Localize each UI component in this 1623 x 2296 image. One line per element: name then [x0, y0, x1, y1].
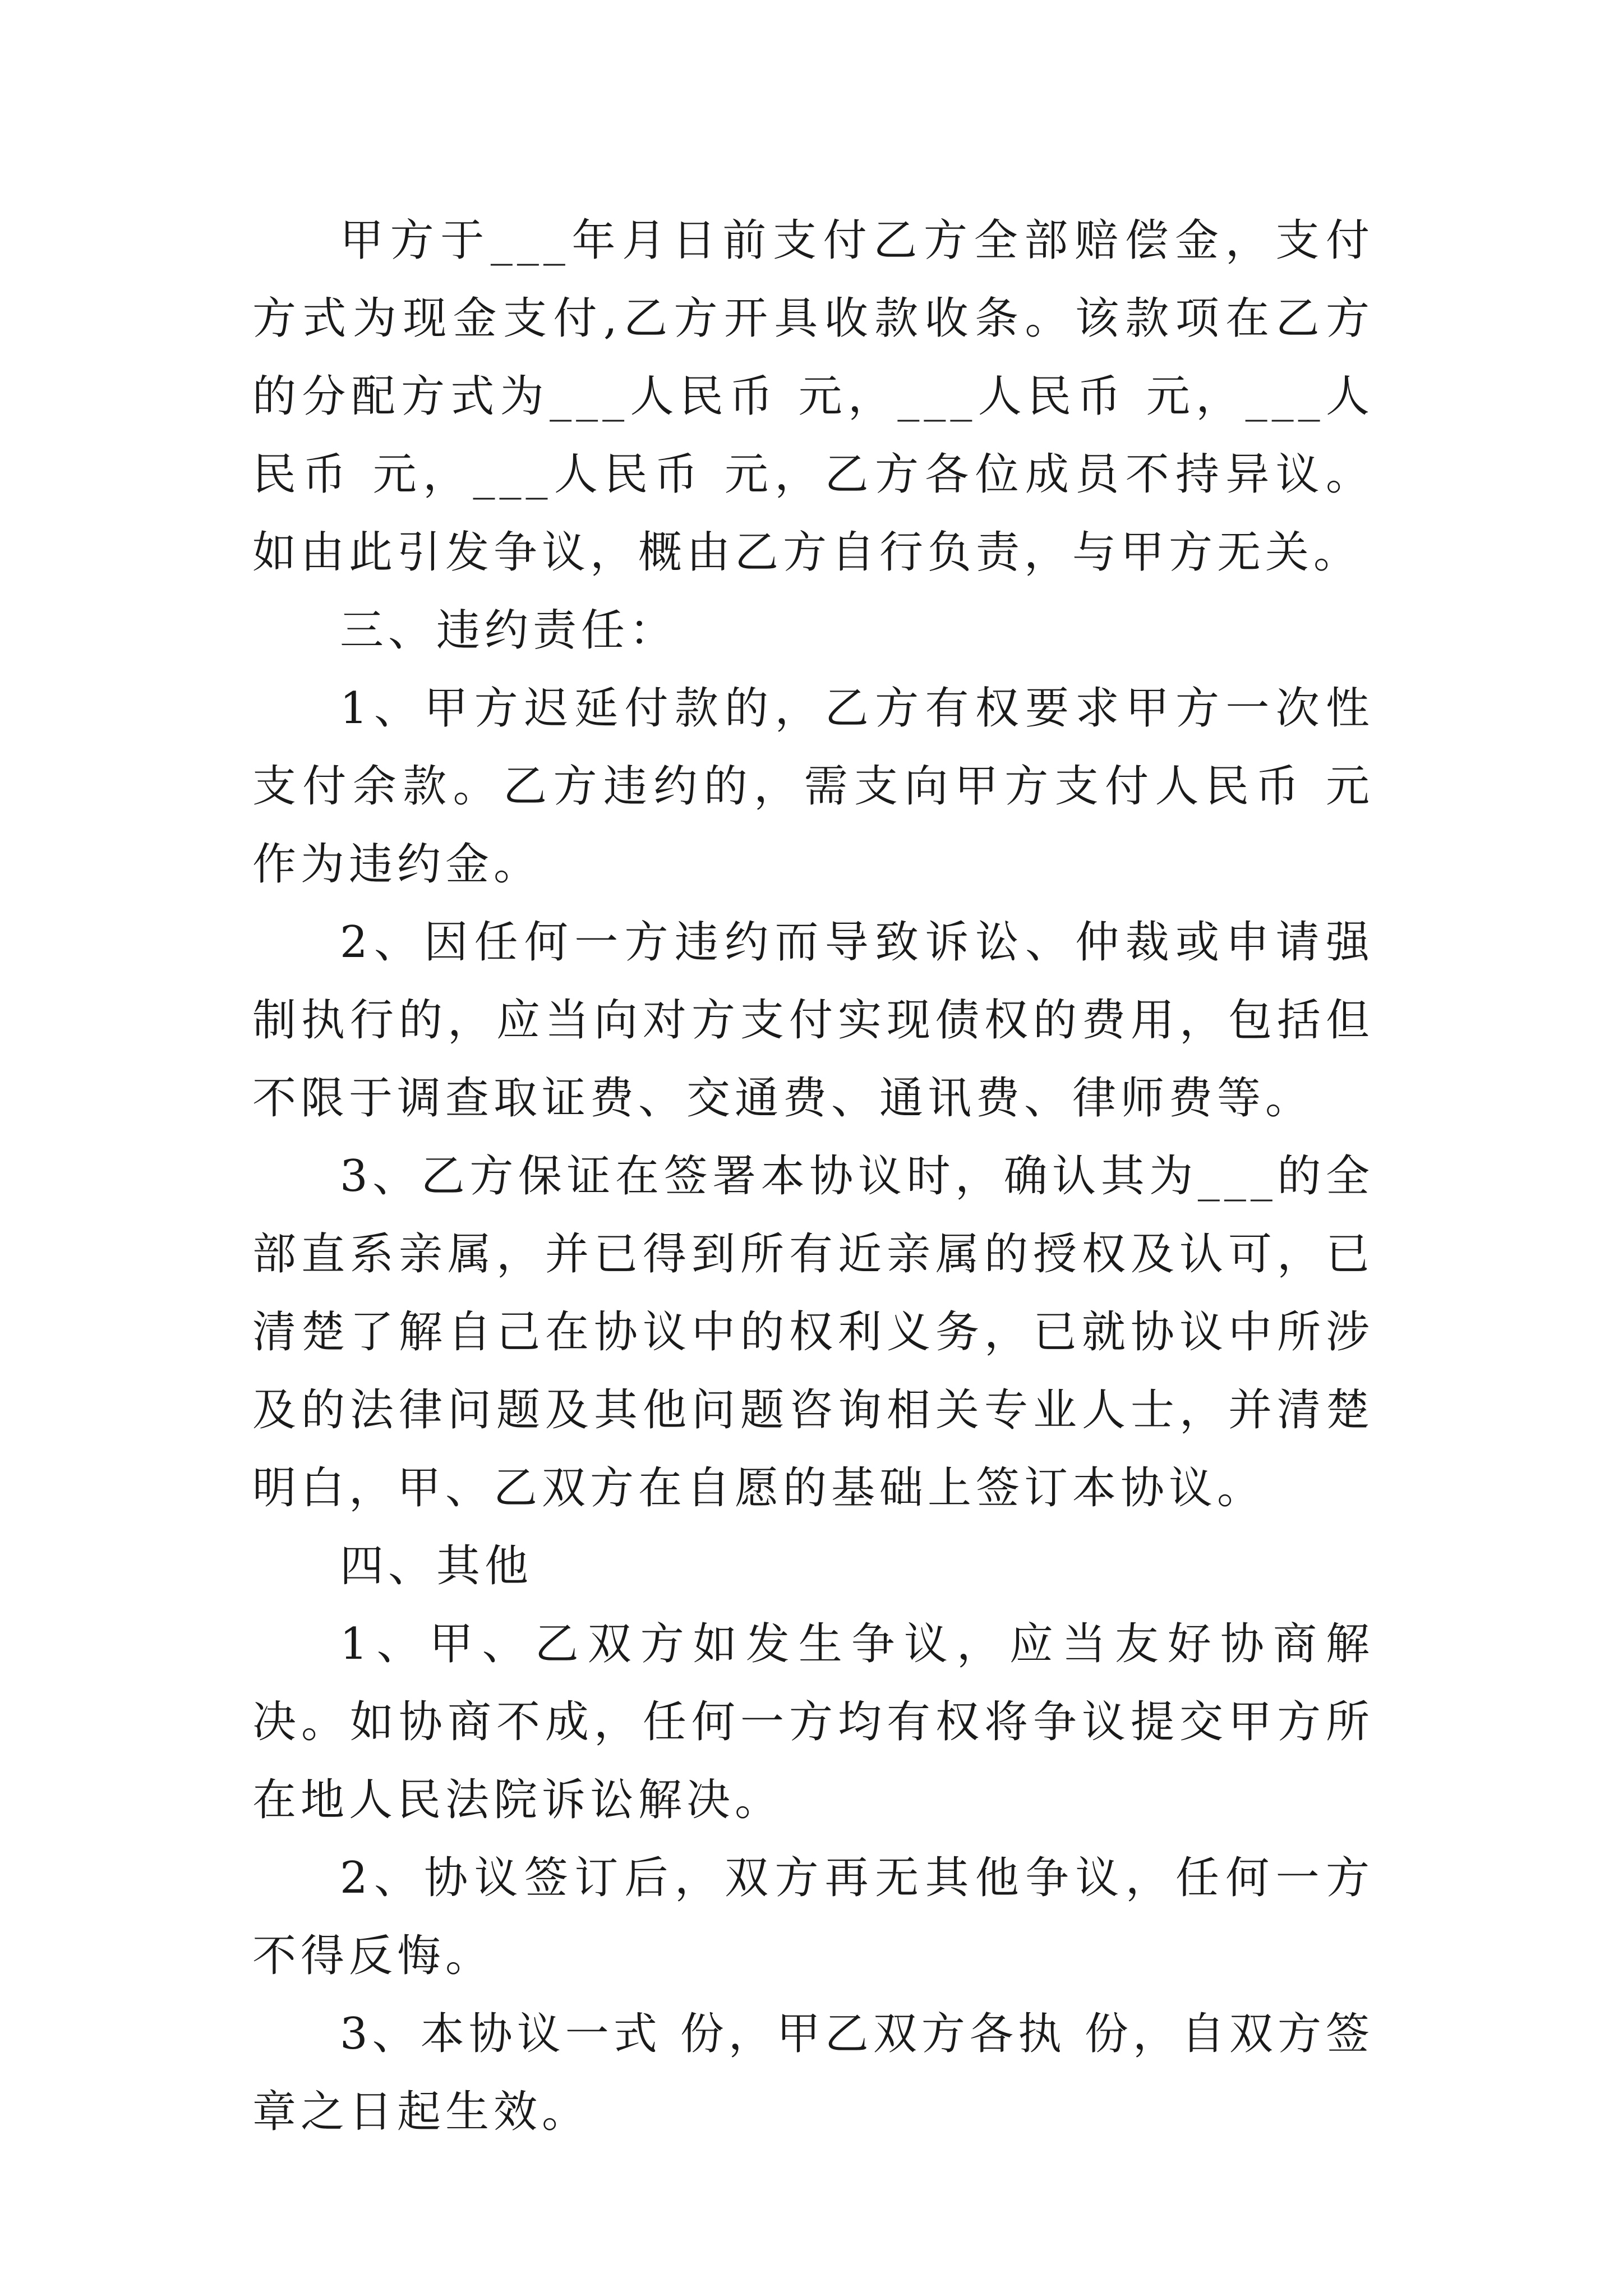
paragraph-breach-3: 3、乙方保证在签署本协议时，确认其为___的全部直系亲属，并已得到所有近亲属的授权及认可，已清楚了解自己在协议中的权利义务，已就协议中所涉及的法律问题及其他问题咨询相关专业人士，并清楚明白，甲、乙双方在自愿的基础上签订本协议。: [252, 1151, 1374, 1513]
heading-breach-liability: 三、违约责任：: [340, 605, 678, 656]
paragraph-other-3: 3、本协议一式 份，甲乙双方各执 份，自双方签章之日起生效。: [252, 2009, 1374, 2137]
paragraph-breach-1: 1、甲方迟延付款的，乙方有权要求甲方一次性支付余款。乙方违约的，需支向甲方支付人民币 元作为违约金。: [252, 683, 1374, 890]
paragraph-other-2: 2、协议签订后，双方再无其他争议，任何一方不得反悔。: [252, 1853, 1374, 1981]
paragraph-other-1: 1、甲、乙双方如发生争议，应当友好协商解决。如协商不成，任何一方均有权将争议提交甲方所在地人民法院诉讼解决。: [252, 1619, 1374, 1825]
heading-other: 四、其他: [340, 1541, 533, 1591]
paragraph-breach-2: 2、因任何一方违约而导致诉讼、仲裁或申请强制执行的，应当向对方支付实现债权的费用，包括但不限于调查取证费、交通费、通讯费、律师费等。: [252, 917, 1374, 1124]
document-body: [252, 202, 1374, 2151]
paragraph-payment-terms: 甲方于___年月日前支付乙方全部赔偿金，支付方式为现金支付,乙方开具收款收条。该款项在乙方的分配方式为___人民币 元，___人民币 元，___人民币 元，___人民币 元，乙方各位成员不持异议。如由此引发争议，概由乙方自行负责，与甲方无关。: [252, 215, 1374, 578]
